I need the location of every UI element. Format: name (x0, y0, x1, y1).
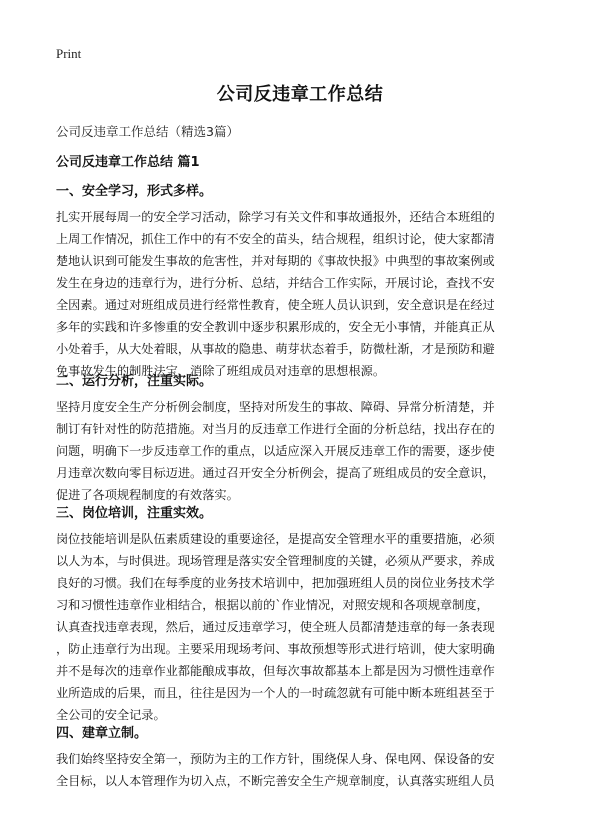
section-body-1 (56, 206, 546, 382)
paragraph-line: 免事故发生的制胜法宝，消除了班组成员对违章的思想根源。 (56, 364, 386, 378)
paragraph-line: 楚地认识到可能发生事故的危害性，并对每期的《事故快报》中典型的事故案例或 (56, 254, 495, 268)
paragraph-line: 良好的习惯。我们在每季度的业务技术培训中，把加强班组人员的岗位业务技术学 (56, 576, 495, 590)
paragraph-line: 以人为本，与时俱进。现场管理是落实安全管理制度的关键，必须从严要求，养成 (56, 554, 495, 568)
section-heading-4: 四、建章立制。 (56, 726, 148, 741)
paragraph-line: 全因素。通过对班组成员进行经常性教育，使全班人员认识到，安全意识是在经过 (56, 298, 495, 312)
page-title: 公司反违章工作总结 (216, 84, 384, 105)
section-heading-1: 一、安全学习，形式多样。 (56, 184, 213, 199)
paragraph-line: 制订有针对性的防范措施。对当月的反违章工作进行全面的分析总结，找出存在的 (56, 422, 495, 436)
paragraph-line: 我们始终坚持安全第一，预防为主的工作方针，围绕保人身、保电网、保设备的安 (56, 752, 495, 766)
paragraph-line: 岗位技能培训是队伍素质建设的重要途径，是提高安全管理水平的重要措施，必须 (56, 532, 495, 546)
section-heading-3: 三、岗位培训，注重实效。 (56, 506, 213, 521)
section-heading-2: 二、运行分析，注重实际。 (56, 374, 213, 389)
paragraph-line: ，防止违章行为出现。主要采用现场考问、事故预想等形式进行培训，使大家明确 (56, 642, 495, 656)
paragraph-line: 扎实开展每周一的安全学习活动，除学习有关文件和事故通报外，还结合本班组的 (56, 210, 495, 224)
article-heading: 公司反违章工作总结 篇1 (56, 155, 200, 170)
print-link[interactable]: Print (56, 46, 82, 61)
section-body-3 (56, 528, 546, 726)
section-body-4 (56, 748, 546, 792)
paragraph-line: 多年的实践和许多惨重的安全教训中逐步积累形成的，安全无小事情，并能真正从 (56, 320, 495, 334)
paragraph-line: 习和习惯性违章作业相结合，根据以前的`作业情况，对照安规和各项规章制度， (56, 598, 489, 612)
paragraph-line: 全目标，以人本管理作为切入点，不断完善安全生产规章制度，认真落实班组人员 (56, 774, 495, 788)
paragraph-line: 促进了各项规程制度的有效落实。 (56, 488, 239, 502)
paragraph-line: 业所造成的后果，而且，往往是因为一个人的一时疏忽就有可能中断本班组甚至于 (56, 686, 495, 700)
section-body-2 (56, 396, 546, 506)
paragraph-line: 坚持月度安全生产分析例会制度，坚持对所发生的事故、障碍、异常分析清楚，并 (56, 400, 495, 414)
paragraph-line: 上周工作情况，抓住工作中的有不安全的苗头，结合规程，组织讨论，使大家都清 (56, 232, 495, 246)
paragraph-line: 全公司的安全记录。 (56, 708, 166, 722)
paragraph-line: 问题，明确下一步反违章工作的重点，以适应深入开展反违章工作的需要，逐步使 (56, 444, 495, 458)
paragraph-line: 并不是每次的违章作业都能酿成事故，但每次事故都基本上都是因为习惯性违章作 (56, 664, 495, 678)
document-subtitle: 公司反违章工作总结（精选3篇） (56, 124, 239, 139)
paragraph-line: 认真查找违章表现，然后，通过反违章学习，使全班人员都清楚违章的每一条表现 (56, 620, 495, 634)
paragraph-line: 小处着手，从大处着眼，从事故的隐患、萌芽状态着手，防微杜渐，才是预防和避 (56, 342, 495, 356)
paragraph-line: 月违章次数向零目标迈进。通过召开安全分析例会，提高了班组成员的安全意识， (56, 466, 495, 480)
paragraph-line: 发生在身边的违章行为，进行分析、总结，并结合工作实际，开展讨论，查找不安 (56, 276, 495, 290)
